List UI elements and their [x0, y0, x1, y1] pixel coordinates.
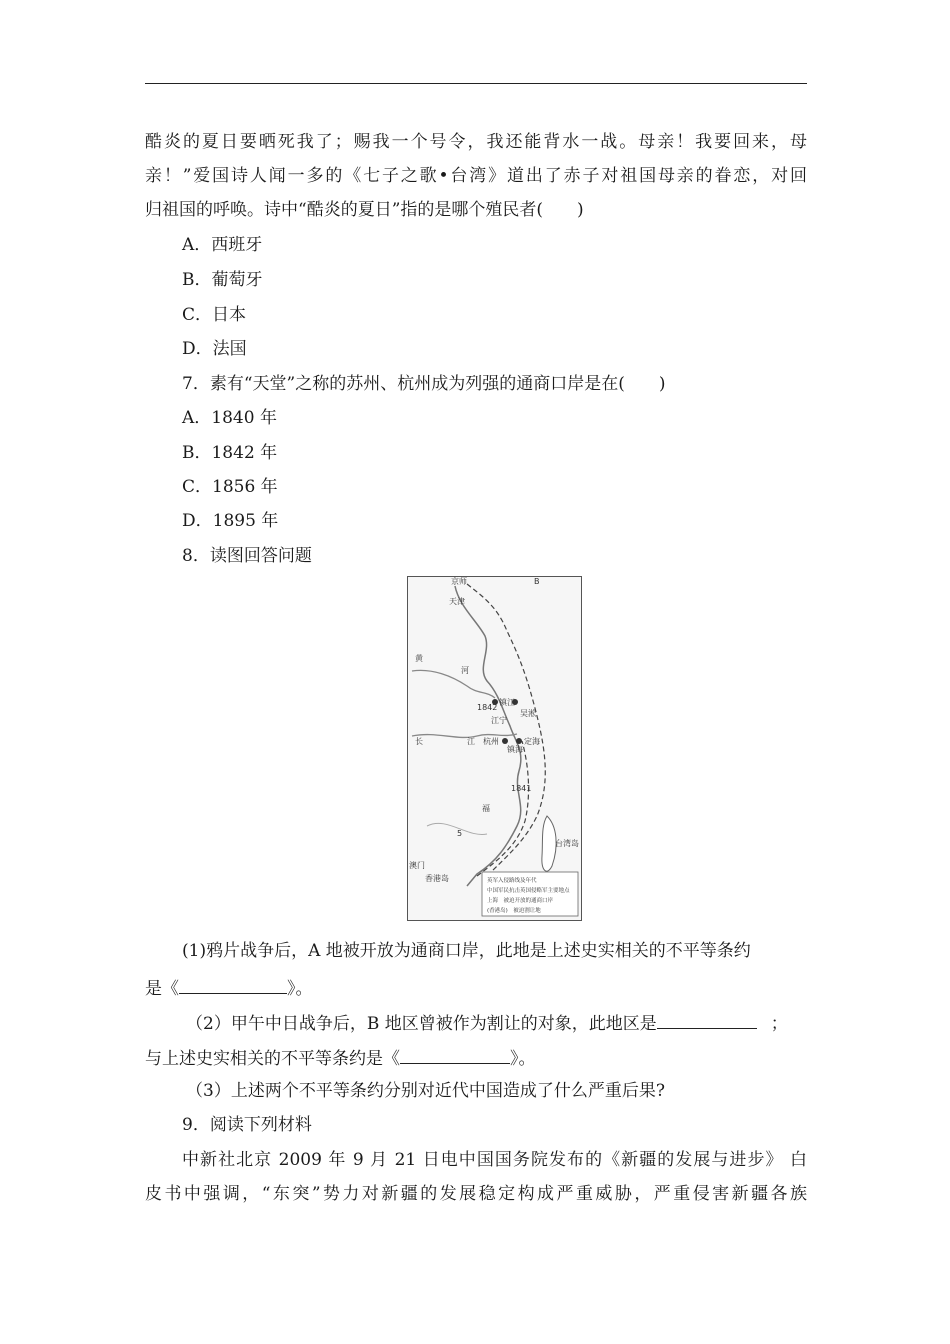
map-label-dinghai: 定海 [524, 737, 540, 746]
q7-question: 7．素有“天堂”之称的苏州、杭州成为列强的通商口岸是在( ) [182, 374, 666, 394]
q7-option-a: A．1840 年 [182, 408, 277, 428]
opium-war-map [407, 576, 582, 921]
q6-option-a: A．西班牙 [182, 235, 263, 255]
map-label-5: 5 [457, 829, 463, 838]
q8-part2-treaty-blank[interactable] [400, 1045, 510, 1064]
q8-part1-line-2 [145, 975, 313, 1000]
q8-part2-semicolon: ； [770, 1014, 788, 1034]
map-label-aomen: 澳门 [409, 861, 425, 870]
q9-text-line-2: 皮书中强调，“东突”势力对新疆的发展稳定构成严重威胁，严重侵害新疆各族 [145, 1184, 807, 1204]
q8-part1-answer-blank[interactable] [179, 975, 287, 994]
map-legend-2: 中国军民抗击英国侵略军主要地点 [487, 888, 570, 894]
place-marker-dinghai [516, 738, 522, 744]
map-label-b: B [534, 577, 540, 586]
place-marker-hangzhou [502, 738, 508, 744]
map-label-zhenhai: 镇海 [507, 745, 523, 754]
map-legend-4: (香港岛) 被迫割让地 [487, 908, 541, 914]
q8-part2-line-2 [145, 1045, 536, 1070]
q8-part2-line-1 [186, 1010, 788, 1035]
q6-text-line-1: 酷炎的夏日要晒死我了；赐我一个号令，我还能背水一战。母亲！我要回来，母 [145, 132, 807, 152]
map-label-fu: 福 [482, 804, 490, 813]
q8-part2-prefix: （2）甲午中日战争后，B 地区曾被作为割让的对象，此地区是 [186, 1014, 657, 1034]
map-label-beijing: 京师 [451, 577, 467, 586]
map-label-taiwan: 台湾岛 [555, 839, 579, 848]
q8-part1-suffix: 》。 [287, 979, 313, 999]
q8-part2-treaty-prefix: 与上述史实相关的不平等条约是《 [145, 1049, 400, 1069]
q6-option-b: B．葡萄牙 [182, 270, 263, 290]
q8-part2-treaty-suffix: 》。 [510, 1049, 536, 1069]
map-label-jiang: 江 [467, 737, 475, 746]
map-legend-1: 英军入侵路线及年代 [487, 878, 537, 884]
q8-part1-prefix: 是《 [145, 979, 179, 999]
q6-option-c: C．日本 [182, 305, 247, 325]
q6-text-line-3: 归祖国的呼唤。诗中“酷炎的夏日”指的是哪个殖民者( ) [145, 200, 584, 220]
q8-part3: （3）上述两个不平等条约分别对近代中国造成了什么严重后果? [186, 1081, 665, 1101]
map-label-jiangning: 江宁 [491, 716, 507, 725]
map-label-zhenjiang: 镇江 [499, 698, 515, 707]
map-label-he: 河 [461, 666, 469, 675]
map-label-1842: 1842 [477, 703, 498, 712]
q8-part2-region-blank[interactable] [657, 1010, 757, 1029]
map-label-1841: 1841 [511, 784, 532, 793]
q6-text-line-2: 亲！”爱国诗人闻一多的《七子之歌•台湾》道出了赤子对祖国母亲的眷恋，对回 [145, 166, 807, 186]
header-rule [145, 83, 807, 84]
map-label-chang: 长 [415, 737, 423, 746]
map-label-hongkong: 香港岛 [425, 874, 449, 883]
q8-question: 8．读图回答问题 [182, 546, 312, 566]
q7-option-c: C．1856 年 [182, 477, 278, 497]
q8-part1-line-1: (1)鸦片战争后，A 地被开放为通商口岸，此地是上述史实相关的不平等条约 [182, 941, 751, 961]
map-label-hangzhou: 杭州 [483, 737, 499, 746]
map-label-huang: 黄 [415, 654, 423, 663]
q7-option-d: D．1895 年 [182, 511, 279, 531]
map-label-wusong: 吴淞 [520, 709, 536, 718]
q6-option-d: D．法国 [182, 339, 247, 359]
q7-option-b: B．1842 年 [182, 443, 278, 463]
map-legend-3: 上海 被迫开放的通商口岸 [487, 898, 554, 904]
q9-question: 9．阅读下列材料 [182, 1115, 312, 1135]
q9-text-line-1: 中新社北京 2009 年 9 月 21 日电中国国务院发布的《新疆的发展与进步》 白 [182, 1150, 807, 1170]
map-label-tianjin: 天津 [449, 597, 465, 606]
